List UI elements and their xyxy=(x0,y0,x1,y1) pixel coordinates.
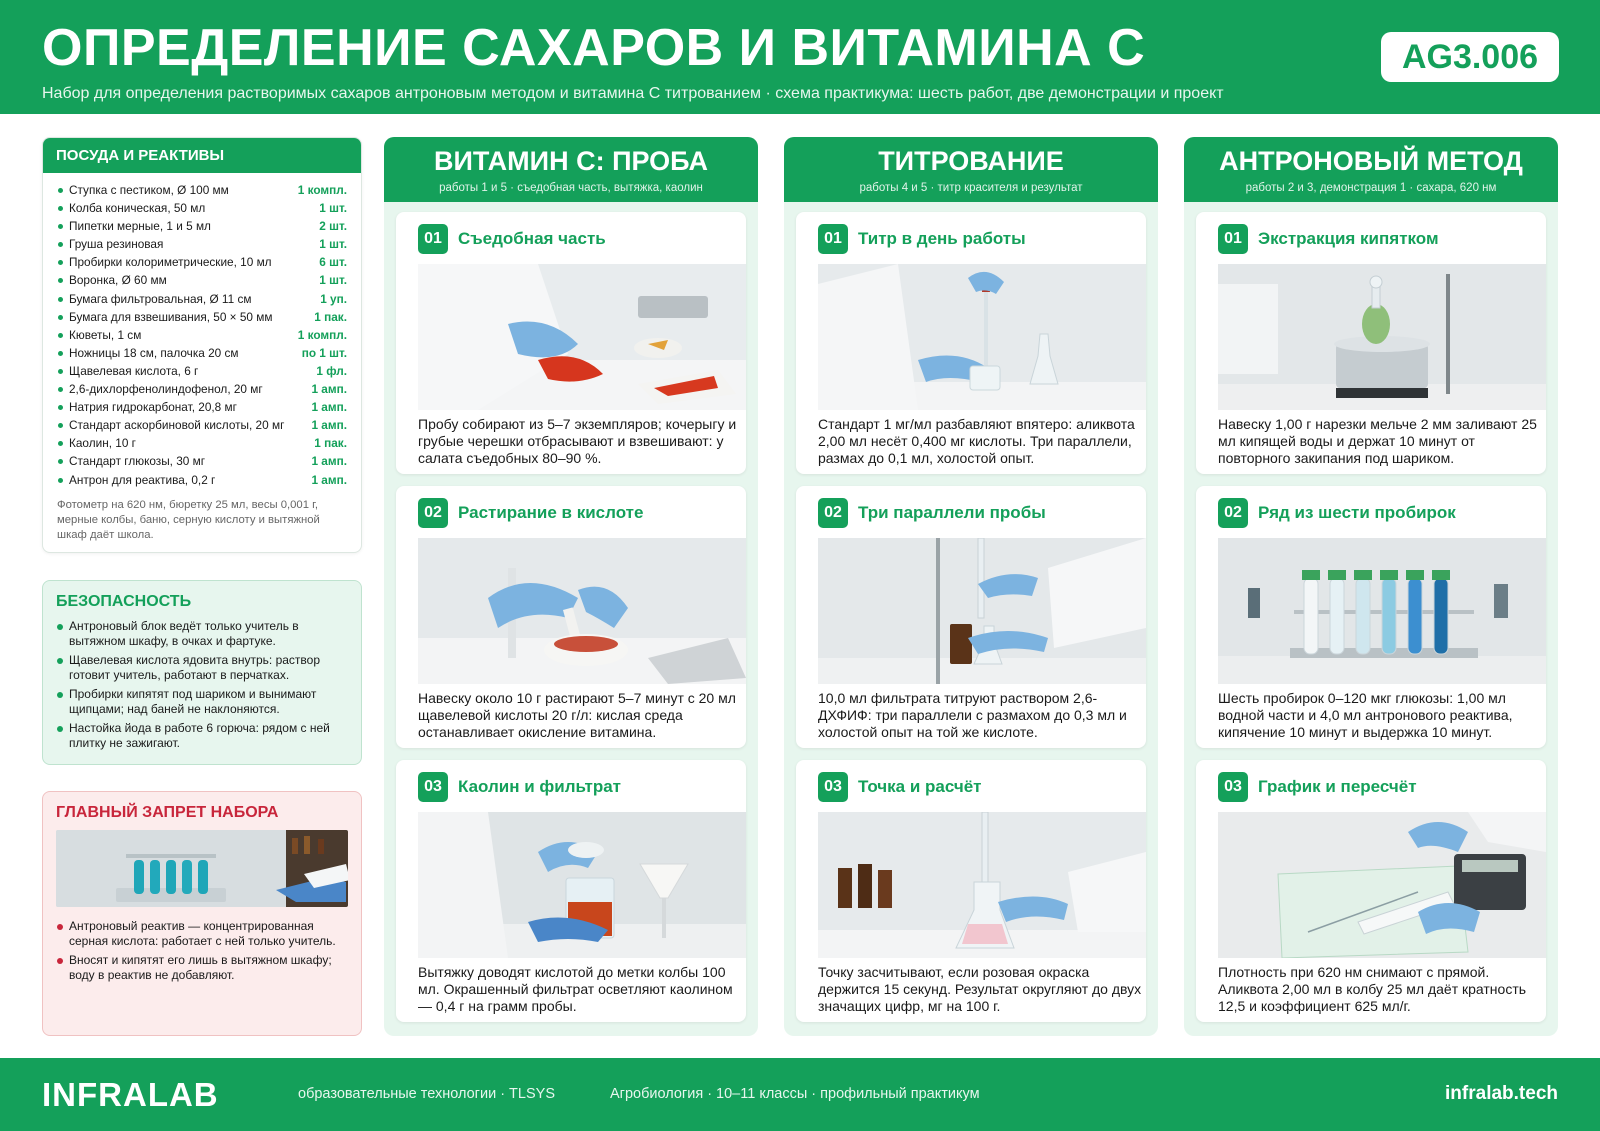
item-qty: 1 амп. xyxy=(311,400,347,415)
step-number: 03 xyxy=(418,772,448,802)
pink-endpoint-photo xyxy=(818,812,1146,958)
column-title: ТИТРОВАНИЕ xyxy=(878,146,1064,176)
item-name: Колба коническая, 50 мл xyxy=(57,199,205,217)
column-title: АНТРОНОВЫЙ МЕТОД xyxy=(1219,146,1523,176)
item-qty: 1 шт. xyxy=(319,201,347,216)
equipment-panel xyxy=(42,137,362,553)
burette-titration-photo xyxy=(818,538,1146,684)
item-qty: 1 шт. xyxy=(319,237,347,252)
fume-hood-photo xyxy=(56,830,348,907)
list-item xyxy=(57,326,347,344)
column-subtitle: работы 1 и 5 · съедобная часть, вытяжка, каолин xyxy=(439,182,703,194)
list-item xyxy=(57,271,347,289)
list-item xyxy=(57,398,347,416)
list-item xyxy=(57,416,347,434)
step-number: 03 xyxy=(1218,772,1248,802)
page-title: ОПРЕДЕЛЕНИЕ САХАРОВ И ВИТАМИНА С xyxy=(42,19,1146,77)
mortar-grinding-photo xyxy=(418,538,746,684)
step-card xyxy=(796,486,1146,748)
item-qty: 1 пак. xyxy=(314,436,347,451)
list-item xyxy=(57,380,347,398)
filtration-photo xyxy=(418,812,746,958)
footer xyxy=(0,1058,1600,1131)
column-subtitle: работы 2 и 3, демонстрация 1 · сахара, 620 нм xyxy=(1245,182,1497,194)
test-tube-rack-illustration xyxy=(56,830,348,907)
item-name: Ножницы 18 см, палочка 20 см xyxy=(57,344,239,362)
column-anthrone-method xyxy=(1184,137,1558,1036)
item-name: Щавелевая кислота, 6 г xyxy=(57,362,198,380)
step-number: 01 xyxy=(418,224,448,254)
item-name: Стандарт аскорбиновой кислоты, 20 мг xyxy=(57,416,284,434)
list-item xyxy=(57,199,347,217)
step-number: 02 xyxy=(1218,498,1248,528)
column-header xyxy=(384,137,758,202)
ban-list xyxy=(43,919,361,983)
item-qty: 1 компл. xyxy=(297,327,347,342)
safety-list xyxy=(43,619,361,751)
item-name: Бумага фильтровальная, Ø 11 см xyxy=(57,290,251,308)
step-text: Точку засчитывают, если розовая окраска держится 15 секунд. Результат округляют до двух значащих цифр, мг на 100 г. xyxy=(818,964,1142,1014)
column-vitamin-c-sample xyxy=(384,137,758,1036)
step-text: Вытяжку доводят кислотой до метки колбы 100 мл. Окрашенный фильтрат осветляют каолином — 0,4 г на грамм пробы. xyxy=(418,964,733,1014)
footer-url[interactable]: infralab.tech xyxy=(1445,1083,1558,1104)
step-card xyxy=(396,760,746,1022)
step-card xyxy=(796,760,1146,1022)
boiling-extraction-photo xyxy=(1218,264,1546,410)
six-tubes-photo xyxy=(1218,538,1546,684)
step-title: Титр в день работы xyxy=(858,229,1026,248)
step-number: 01 xyxy=(1218,224,1248,254)
step-text: Плотность при 620 нм снимают с прямой. Аликвота 2,00 мл в колбу 25 мл даёт кратность 12,5 и коэффициент 625 мл/г. xyxy=(1218,964,1527,1014)
step-title: Съедобная часть xyxy=(458,229,606,248)
step-title: Три параллели пробы xyxy=(858,503,1046,522)
brand-logo: INFRALAB xyxy=(42,1076,219,1113)
step-text: Шесть пробирок 0–120 мкг глюкозы: 1,00 мл водной части и 4,0 мл антронового реактива, кипячение 10 минут и выдержка 10 минут. xyxy=(1218,690,1513,740)
step-title: Экстракция кипятком xyxy=(1258,229,1439,248)
safety-title: БЕЗОПАСНОСТЬ xyxy=(56,593,192,610)
list-item xyxy=(57,253,347,271)
list-item xyxy=(57,471,347,489)
item-qty: по 1 шт. xyxy=(301,345,347,360)
safety-item: Пробирки кипятят под шариком и вынимают щипцами; над баней не наклоняются. xyxy=(57,687,347,717)
item-qty: 1 шт. xyxy=(319,273,347,288)
step-text: Навеску 1,00 г нарезки мельче 2 мм заливают 25 мл кипящей воды и держат 10 минут от повторного закипания под шариком. xyxy=(1218,416,1537,466)
item-name: Стандарт глюкозы, 30 мг xyxy=(57,452,205,470)
equipment-title: ПОСУДА И РЕАКТИВЫ xyxy=(43,138,361,173)
step-title: Точка и расчёт xyxy=(858,777,982,796)
safety-panel xyxy=(42,580,362,765)
item-qty: 1 уп. xyxy=(320,291,347,306)
column-title: ВИТАМИН С: ПРОБА xyxy=(433,146,709,176)
header xyxy=(0,0,1600,114)
item-name: Каолин, 10 г xyxy=(57,434,136,452)
item-name: Бумага для взвешивания, 50 × 50 мм xyxy=(57,308,272,326)
column-header xyxy=(1184,137,1558,202)
step-card xyxy=(396,212,746,474)
calibration-graph-photo xyxy=(1218,812,1546,958)
kit-code-badge: AG3.006 xyxy=(1381,32,1559,82)
equipment-note: Фотометр на 620 нм, бюретку 25 мл, весы 0,001 г, мерные колбы, баню, серную кислоту и вытяжной шкаф даёт школа. xyxy=(57,498,320,541)
step-title: График и пересчёт xyxy=(1258,777,1417,796)
item-name: Кюветы, 1 см xyxy=(57,326,141,344)
step-card xyxy=(796,212,1146,474)
item-qty: 1 амп. xyxy=(311,382,347,397)
step-text: 10,0 мл фильтрата титруют раствором 2,6-ДХФИФ: три параллели с размахом до 0,3 мл и холостой опыт на той же кислоте. xyxy=(818,690,1127,740)
list-item xyxy=(57,217,347,235)
list-item xyxy=(57,181,347,199)
step-text: Навеску около 10 г растирают 5–7 минут с 20 мл щавелевой кислоты 20 г/л: кислая среда останавливает окисление витамина. xyxy=(418,690,736,740)
pipette-standard-photo xyxy=(818,264,1146,410)
item-name: Ступка с пестиком, Ø 100 мм xyxy=(57,181,229,199)
safety-item: Настойка йода в работе 6 горюча: рядом с ней плитку не зажигают. xyxy=(57,721,347,751)
column-titration xyxy=(784,137,1158,1036)
step-card xyxy=(1196,760,1546,1022)
ban-title: ГЛАВНЫЙ ЗАПРЕТ НАБОРА xyxy=(56,804,279,821)
safety-item: Щавелевая кислота ядовита внутрь: раствор готовит учитель, работают в перчатках. xyxy=(57,653,347,683)
item-name: Пробирки колориметрические, 10 мл xyxy=(57,253,272,271)
footer-tagline: образовательные технологии · TLSYS xyxy=(298,1086,555,1102)
step-number: 02 xyxy=(418,498,448,528)
step-text: Стандарт 1 мг/мл разбавляют впятеро: аликвота 2,00 мл несёт 0,400 мг кислоты. Три параллели, размах до 0,1 мл, холостой опыт. xyxy=(818,416,1135,466)
cutting-pepper-photo xyxy=(418,264,746,410)
item-qty: 1 амп. xyxy=(311,472,347,487)
item-qty: 1 амп. xyxy=(311,418,347,433)
item-name: Воронка, Ø 60 мм xyxy=(57,271,167,289)
list-item xyxy=(57,235,347,253)
ban-panel xyxy=(42,791,362,1036)
list-item xyxy=(57,308,347,326)
step-text: Пробу собирают из 5–7 экземпляров; кочерыгу и грубые черешки отбрасывают и взвешивают: у салата съедобных 80–90 %. xyxy=(418,416,737,466)
step-card xyxy=(1196,486,1546,748)
step-title: Ряд из шести пробирок xyxy=(1258,503,1456,522)
step-title: Растирание в кислоте xyxy=(458,503,644,522)
footer-course: Агробиология · 10–11 классы · профильный практикум xyxy=(610,1086,980,1102)
equipment-list xyxy=(43,173,361,489)
safety-item: Антроновый блок ведёт только учитель в вытяжном шкафу, в очках и фартуке. xyxy=(57,619,347,649)
step-card xyxy=(1196,212,1546,474)
item-name: Груша резиновая xyxy=(57,235,163,253)
step-card xyxy=(396,486,746,748)
list-item xyxy=(57,362,347,380)
item-qty: 2 шт. xyxy=(319,219,347,234)
step-number: 02 xyxy=(818,498,848,528)
step-number: 01 xyxy=(818,224,848,254)
item-qty: 1 амп. xyxy=(311,454,347,469)
item-qty: 1 фл. xyxy=(316,363,347,378)
list-item xyxy=(57,452,347,470)
item-qty: 1 компл. xyxy=(297,183,347,197)
item-name: Антрон для реактива, 0,2 г xyxy=(57,471,215,489)
ban-item: Антроновый реактив — концентрированная серная кислота: работает с ней только учитель. xyxy=(57,919,347,949)
item-qty: 6 шт. xyxy=(319,255,347,270)
item-name: Пипетки мерные, 1 и 5 мл xyxy=(57,217,211,235)
step-title: Каолин и фильтрат xyxy=(458,777,621,796)
column-subtitle: работы 4 и 5 · титр красителя и результат xyxy=(859,182,1083,194)
list-item xyxy=(57,434,347,452)
list-item xyxy=(57,344,347,362)
ban-item: Вносят и кипятят его лишь в вытяжном шкафу; воду в реактив не добавляют. xyxy=(57,953,347,983)
item-name: Натрия гидрокарбонат, 20,8 мг xyxy=(57,398,237,416)
list-item xyxy=(57,290,347,308)
page-subtitle: Набор для определения растворимых сахаров антроновым методом и витамина С титрованием · схема практикума: шесть работ, две демонстрации и проект xyxy=(42,85,1224,102)
column-header xyxy=(784,137,1158,202)
item-name: 2,6-дихлорфенолиндофенол, 20 мг xyxy=(57,380,263,398)
step-number: 03 xyxy=(818,772,848,802)
item-qty: 1 пак. xyxy=(314,309,347,324)
